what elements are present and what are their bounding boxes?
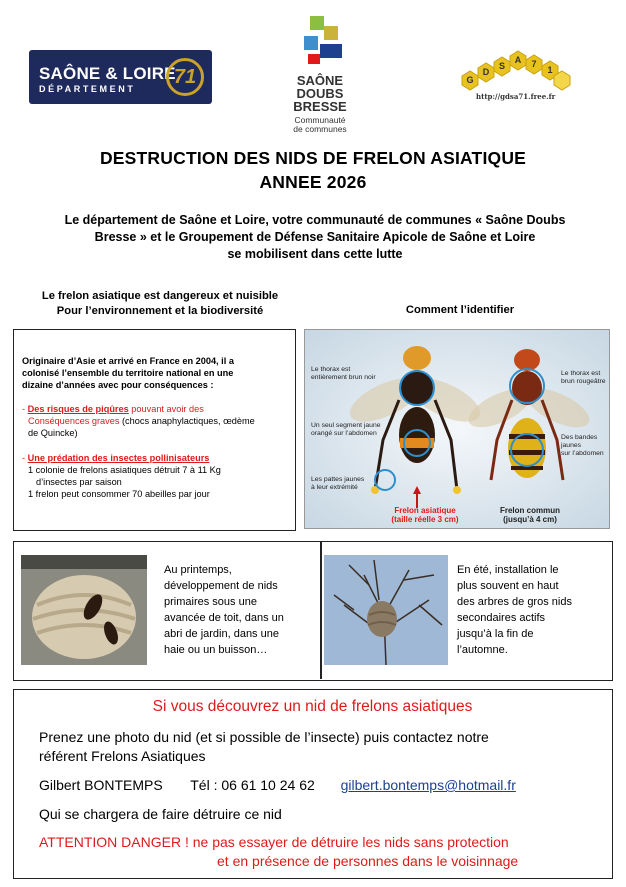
label-thorax-common: Le thorax est brun rougeâtre <box>561 370 606 385</box>
logo-text-line2: DÉPARTEMENT <box>39 84 136 94</box>
svg-text:S: S <box>498 61 506 71</box>
contact-name: Gilbert BONTEMPS <box>39 777 163 793</box>
contact-email-link[interactable]: gilbert.bontemps@hotmail.fr <box>340 777 516 793</box>
logo-square-olive <box>324 26 338 40</box>
contact-instruction: Prenez une photo du nid (et si possible de l’insecte) puis contactez notre référent Frelons Asiatiques <box>39 729 489 764</box>
logo-text: SAÔNE DOUBS BRESSE <box>293 73 347 114</box>
spring-text: Au printemps, développement de nids primaires sous une avancée de toit, dans un abri de jardin, dans une haie ou un buisson… <box>164 564 284 656</box>
nest-seasons-box <box>13 541 613 681</box>
logo-subtext: Communauté de communes <box>293 115 347 134</box>
page-title: DESTRUCTION DES NIDS DE FRELON ASIATIQUE <box>99 148 527 168</box>
label-bands: Des bandes jaunes sur l’abdomen <box>561 434 604 457</box>
hornet-identification-image <box>304 329 610 529</box>
secondary-nest-photo <box>324 555 448 665</box>
primary-nest-photo <box>21 555 147 665</box>
logo-square-navy <box>320 44 342 58</box>
column-divider <box>320 542 322 679</box>
gdsa71-logo <box>454 42 574 104</box>
summer-text: En été, installation le plus souvent en haut des arbres de gros nids secondaires actifs jusqu’à la fin de l’automne. <box>457 564 572 656</box>
danger-heading: Le frelon asiatique est dangereux et nuisible Pour l’environnement et la biodiversité <box>41 290 279 317</box>
risk-paragraph: - Des risques de piqûres pouvant avoir des Conséquences graves (chocs anaphylactiques, œdème de Quincke) <box>22 404 255 438</box>
logo-71-mark: 71 <box>166 58 204 96</box>
logo-text-line1: SAÔNE & LOIRE <box>39 64 176 83</box>
contact-heading: Si vous découvrez un nid de frelons asiatiques <box>152 698 473 715</box>
label-legs: Les pattes jaunes à leur extrémité <box>311 476 365 491</box>
svg-text:G: G <box>466 75 474 85</box>
caption-common-hornet: Frelon commun (jusqu’à 4 cm) <box>499 506 560 524</box>
contact-phone: Tél : 06 61 10 24 62 <box>190 777 315 793</box>
gdsa-url: http://gdsa71.free.fr <box>476 92 556 101</box>
danger-warning: ATTENTION DANGER ! ne pas essayer de détruire les nids sans protection et en présence de personnes dans le voisinnage <box>39 834 519 869</box>
predation-paragraph: - Une prédation des insectes pollinisateurs 1 colonie de frelons asiatiques détruit 7 à 11 Kg d’insectes par saison 1 frelon peut consommer 70 abeilles par jour <box>22 453 221 499</box>
label-thorax-asian: Le thorax est entièrement brun noir <box>311 366 376 381</box>
page-subtitle-year: ANNEE 2026 <box>259 172 367 192</box>
contact-details <box>39 776 516 795</box>
logo-square-green <box>310 16 324 30</box>
identify-heading: Comment l’identifier <box>405 304 515 316</box>
svg-text:A: A <box>514 55 522 65</box>
honeycomb-icon <box>454 42 574 94</box>
saone-loire-logo <box>29 50 212 104</box>
label-segment: Un seul segment jaune orangé sur l’abdomen <box>311 422 381 437</box>
svg-text:7: 7 <box>531 59 537 69</box>
svg-text:D: D <box>482 67 490 77</box>
origin-paragraph: Originaire d’Asie et arrivé en France en 2004, il a colonisé l’ensemble du territoire national en une dizaine d’années avec pour conséquences : <box>22 356 234 390</box>
svg-text:1: 1 <box>547 65 553 75</box>
saone-doubs-bresse-logo <box>290 12 350 142</box>
danger-info-box <box>13 329 296 531</box>
logo-square-red <box>308 54 320 64</box>
contact-box <box>13 689 613 879</box>
caption-asian-hornet: Frelon asiatique (taille réelle 3 cm) <box>391 506 459 524</box>
intro-paragraph: Le département de Saône et Loire, votre communauté de communes « Saône Doubs Bresse » et le Groupement de Défense Sanitaire Apicole de Saône et Loire se mobilisent dans cette lutte <box>64 213 566 261</box>
logo-square-blue <box>304 36 318 50</box>
contact-followup: Qui se chargera de faire détruire ce nid <box>39 806 282 822</box>
